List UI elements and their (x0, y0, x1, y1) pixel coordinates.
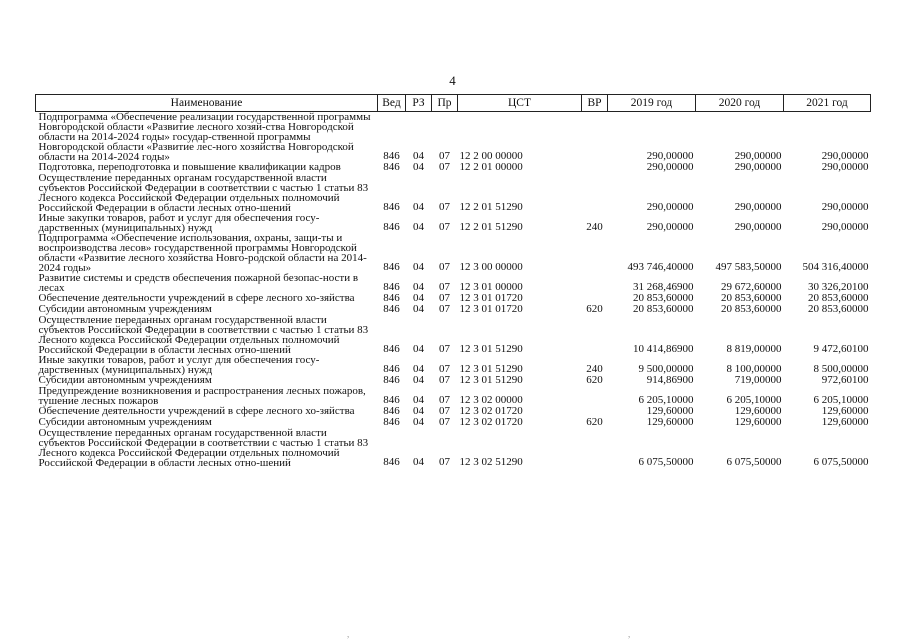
cell-2021: 290,00000 (821, 161, 869, 173)
header-2021: 2021 год (784, 95, 871, 112)
cell-2019: 20 853,60000 (633, 303, 694, 315)
cell-2020: 129,60000 (734, 416, 782, 428)
table-row (36, 233, 871, 273)
cell-rz: 04 (413, 150, 424, 162)
cell-2019: 6 205,10000 (638, 394, 694, 406)
cell-cst: 12 3 02 51290 (459, 456, 523, 468)
cell-pr: 07 (439, 292, 450, 304)
cell-vr: 240 (586, 221, 603, 233)
cell-2021: 6 205,10000 (813, 394, 869, 406)
cell-ved: 846 (383, 292, 400, 304)
cell-ved: 846 (383, 161, 400, 173)
cell-cst: 12 3 01 01720 (459, 292, 523, 304)
cell-ved: 846 (383, 363, 400, 375)
scan-mark: , (347, 629, 350, 639)
cell-2019: 129,60000 (646, 416, 694, 428)
header-2020: 2020 год (696, 95, 784, 112)
budget-table (35, 94, 871, 468)
cell-name: Иные закупки товаров, работ и услуг для обеспечения госу-дарственных (муниципальных) нужд (38, 212, 320, 234)
cell-name: Субсидии автономным учреждениям (38, 303, 212, 315)
cell-2021: 9 472,60100 (813, 343, 869, 355)
cell-rz: 04 (413, 456, 424, 468)
table-row (36, 112, 871, 163)
header-vr: ВР (582, 95, 608, 112)
cell-2020: 290,00000 (734, 221, 782, 233)
cell-pr: 07 (439, 161, 450, 173)
header-rz: РЗ (406, 95, 432, 112)
header-2019: 2019 год (608, 95, 696, 112)
cell-rz: 04 (413, 292, 424, 304)
cell-pr: 07 (439, 416, 450, 428)
cell-2021: 129,60000 (821, 416, 869, 428)
cell-cst: 12 3 01 01720 (459, 303, 523, 315)
cell-name: Обеспечение деятельности учреждений в сфере лесного хо-зяйства (38, 292, 355, 304)
cell-rz: 04 (413, 161, 424, 173)
cell-2021: 290,00000 (821, 150, 869, 162)
table-row (36, 273, 871, 293)
cell-rz: 04 (413, 394, 424, 406)
cell-rz: 04 (413, 343, 424, 355)
cell-2019: 290,00000 (646, 150, 694, 162)
table-row (36, 173, 871, 213)
cell-name: Подпрограмма «Обеспечение использования, охраны, защи-ты и воспроизводства лесов» государственной программы Новгородской области «Развитие лесного хозяйства Новго-родской области на 2014-2024 годы» (38, 232, 367, 274)
cell-pr: 07 (439, 261, 450, 273)
cell-name: Осуществление переданных органам государственной власти субъектов Российской Федерации в соответствии с частью 1 статьи 83 Лесного кодекса Российской Федерации отдельных полномочий Российской Федерации в области лесных отно-шений (38, 427, 369, 469)
cell-2021: 8 500,00000 (813, 363, 869, 375)
cell-2020: 290,00000 (734, 161, 782, 173)
cell-name: Осуществление переданных органам государственной власти субъектов Российской Федерации в соответствии с частью 1 статьи 83 Лесного кодекса Российской Федерации отдельных полномочий Российской Федерации в области лесных отно-шений (38, 314, 369, 356)
cell-cst: 12 3 02 00000 (459, 394, 523, 406)
cell-2019: 290,00000 (646, 201, 694, 213)
cell-rz: 04 (413, 281, 424, 293)
cell-pr: 07 (439, 394, 450, 406)
header-pr: Пр (432, 95, 458, 112)
cell-2019: 129,60000 (646, 405, 694, 417)
cell-2019: 290,00000 (646, 221, 694, 233)
cell-2021: 504 316,40000 (802, 261, 869, 273)
cell-ved: 846 (383, 150, 400, 162)
cell-vr (582, 273, 608, 293)
cell-rz: 04 (413, 221, 424, 233)
table-row (36, 355, 871, 375)
cell-rz: 04 (413, 405, 424, 417)
cell-name: Иные закупки товаров, работ и услуг для обеспечения госу-дарственных (муниципальных) нужд (38, 354, 320, 376)
cell-cst: 12 3 02 01720 (459, 405, 523, 417)
cell-vr: 620 (586, 303, 603, 315)
cell-vr (582, 173, 608, 213)
table-row (36, 315, 871, 355)
cell-pr: 07 (439, 456, 450, 468)
cell-2020: 129,60000 (734, 405, 782, 417)
table-row (36, 428, 871, 468)
cell-name: Подготовка, переподготовка и повышение квалификации кадров (38, 161, 341, 173)
cell-vr: 620 (586, 374, 603, 386)
cell-2020: 6 205,10000 (726, 394, 782, 406)
cell-ved: 846 (383, 221, 400, 233)
table-row (36, 386, 871, 406)
cell-rz: 04 (413, 363, 424, 375)
header-cst: ЦСТ (458, 95, 582, 112)
cell-ved: 846 (383, 416, 400, 428)
cell-ved: 846 (383, 343, 400, 355)
cell-rz: 04 (413, 416, 424, 428)
cell-2019: 31 268,46900 (633, 281, 694, 293)
cell-2020: 719,00000 (734, 374, 782, 386)
cell-2021: 20 853,60000 (808, 303, 869, 315)
cell-2021: 129,60000 (821, 405, 869, 417)
cell-cst: 12 3 01 51290 (459, 343, 523, 355)
cell-ved: 846 (383, 405, 400, 417)
table-body (36, 112, 871, 469)
cell-cst: 12 3 01 00000 (459, 281, 523, 293)
cell-vr (582, 315, 608, 355)
cell-cst: 12 3 02 01720 (459, 416, 523, 428)
cell-2019: 6 075,50000 (638, 456, 694, 468)
cell-vr (582, 233, 608, 273)
cell-ved: 846 (383, 394, 400, 406)
cell-2021: 290,00000 (821, 221, 869, 233)
cell-pr: 07 (439, 363, 450, 375)
cell-2020: 290,00000 (734, 201, 782, 213)
header-ved: Вед (378, 95, 406, 112)
cell-pr: 07 (439, 201, 450, 213)
cell-vr (582, 112, 608, 163)
cell-cst: 12 2 01 51290 (459, 201, 523, 213)
cell-2020: 6 075,50000 (726, 456, 782, 468)
page-number: 4 (449, 73, 456, 88)
cell-2019: 493 746,40000 (627, 261, 694, 273)
cell-name: Осуществление переданных органам государственной власти субъектов Российской Федерации в соответствии с частью 1 статьи 83 Лесного кодекса Российской Федерации отдельных полномочий Российской Федерации в области лесных отно-шений (38, 172, 369, 214)
cell-pr: 07 (439, 221, 450, 233)
cell-cst: 12 3 00 00000 (459, 261, 523, 273)
cell-2021: 290,00000 (821, 201, 869, 213)
scan-mark: , (628, 629, 631, 639)
cell-2020: 20 853,60000 (721, 292, 782, 304)
table-header-row (36, 95, 871, 112)
cell-ved: 846 (383, 374, 400, 386)
cell-vr: 240 (586, 363, 603, 375)
cell-name: Подпрограмма «Обеспечение реализации государственной программы Новгородской области «Развитие лесного хозяй-ства Новгородской области на 2014-2024 годы» государ-ственной программы Новгородской области «Развитие лес-ного хозяйства Новгородской области на 2014-2024 годы» (38, 111, 371, 163)
cell-rz: 04 (413, 261, 424, 273)
cell-cst: 12 2 00 00000 (459, 150, 523, 162)
cell-vr (582, 386, 608, 406)
cell-pr: 07 (439, 405, 450, 417)
cell-pr: 07 (439, 374, 450, 386)
cell-2019: 20 853,60000 (633, 292, 694, 304)
cell-2021: 20 853,60000 (808, 292, 869, 304)
cell-ved: 846 (383, 303, 400, 315)
cell-pr: 07 (439, 343, 450, 355)
cell-vr (582, 162, 608, 173)
cell-ved: 846 (383, 456, 400, 468)
cell-pr: 07 (439, 150, 450, 162)
cell-ved: 846 (383, 201, 400, 213)
cell-cst: 12 3 01 51290 (459, 374, 523, 386)
cell-ved: 846 (383, 281, 400, 293)
cell-2020: 20 853,60000 (721, 303, 782, 315)
cell-name: Субсидии автономным учреждениям (38, 416, 212, 428)
cell-name: Обеспечение деятельности учреждений в сфере лесного хо-зяйства (38, 405, 355, 417)
cell-2020: 8 100,00000 (726, 363, 782, 375)
cell-name: Развитие системы и средств обеспечения пожарной безопас-ности в лесах (38, 272, 359, 294)
cell-rz: 04 (413, 374, 424, 386)
cell-vr (582, 428, 608, 468)
cell-pr: 07 (439, 303, 450, 315)
cell-2020: 8 819,00000 (726, 343, 782, 355)
cell-cst: 12 2 01 51290 (459, 221, 523, 233)
cell-2020: 290,00000 (734, 150, 782, 162)
cell-cst: 12 2 01 00000 (459, 161, 523, 173)
cell-2021: 972,60100 (821, 374, 869, 386)
cell-2019: 9 500,00000 (638, 363, 694, 375)
cell-2019: 290,00000 (646, 161, 694, 173)
cell-name: Предупреждение возникновения и распространения лесных пожаров, тушение лесных пожаров (38, 385, 366, 407)
cell-ved: 846 (383, 261, 400, 273)
cell-name: Субсидии автономным учреждениям (38, 374, 212, 386)
header-name: Наименование (36, 95, 378, 112)
cell-rz: 04 (413, 201, 424, 213)
cell-2021: 6 075,50000 (813, 456, 869, 468)
table-row (36, 213, 871, 233)
cell-vr: 620 (586, 416, 603, 428)
cell-cst: 12 3 01 51290 (459, 363, 523, 375)
cell-2021: 30 326,20100 (808, 281, 869, 293)
cell-2019: 914,86900 (646, 374, 694, 386)
cell-2019: 10 414,86900 (633, 343, 694, 355)
cell-2020: 497 583,50000 (715, 261, 782, 273)
cell-rz: 04 (413, 303, 424, 315)
cell-2020: 29 672,60000 (721, 281, 782, 293)
cell-pr: 07 (439, 281, 450, 293)
